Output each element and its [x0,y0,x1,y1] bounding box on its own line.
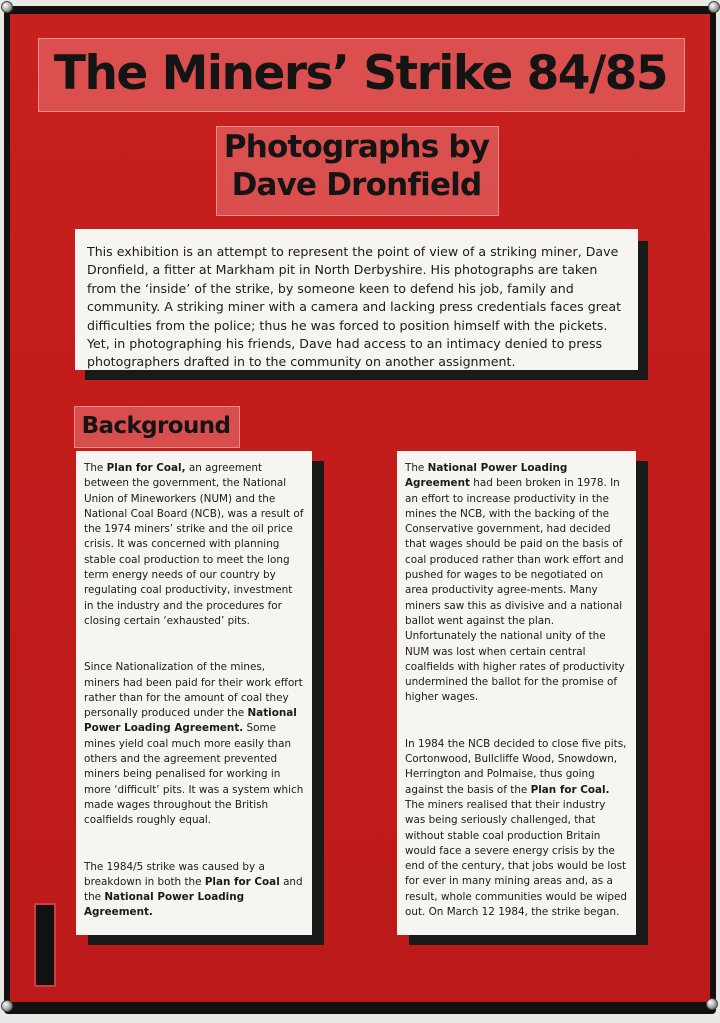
paragraph [405,461,628,706]
decorative-black-bar [34,903,56,987]
subtitle-line: Dave Dronfield [231,167,482,203]
background-heading: Background [81,413,231,439]
bold-term: National Power Loading Agreement. [84,891,245,919]
text-run: The 1984/5 strike was caused by a breakdown in both the [84,860,265,888]
paragraph [84,461,304,629]
text-run: The [84,462,107,474]
corner-screw-icon [708,1,720,13]
text-run: an agreement between the government, the National Union of Mineworkers (NUM) and the National Coal Board (NCB), was a result of the 1974 miners’ strike and the oil price crisis. It was concerned with planning stable coal production to meet the long term energy needs of our country by regulating coal productivity, investment in the industry and the procedures for closing certain ‘exhausted’ pits. [84,462,304,627]
text-run: Since Nationalization of the mines, miners had been paid for their work effort rather than for the amount of coal they personally produced under the [84,661,303,720]
poster-title: The Miners’ Strike 84/85 [53,46,668,101]
corner-screw-icon [1,1,13,13]
paragraph [84,860,304,921]
left-column-card [76,451,312,935]
bold-term: Plan for Coal, [106,462,186,474]
paragraph [84,660,304,828]
corner-screw-icon [1,1000,13,1012]
bold-term: National Power Loading Agreement. [84,707,297,735]
subtitle-line: Photographs by [223,129,490,165]
text-run: The miners realised that their industry was being seriously challenged, that without stable coal production Britain would face a severe energy crisis by the end of the century, that jobs would be lost for ever in many mining areas and, as a result, whole communities would be wiped out. On March 12 1984, the strike began. [405,798,627,919]
paragraph [405,737,628,921]
right-column-card [397,451,636,935]
intro-card [75,229,638,370]
corner-screw-icon [706,998,718,1010]
poster-subtitle [216,128,497,204]
text-run: Some mines yield coal much more easily than others and the agreement prevented miners being penalised for working in more ‘difficult’ pits. It was a system which made wages throughout the British coalfields roughly equal. [84,722,304,827]
text-run: and the [84,875,303,904]
text-run: The [405,462,428,474]
bold-term: Plan for Coal. [530,783,610,796]
text-run: had been broken in 1978. In an effort to increase productivity in the mines the NCB, with the backing of the Conservative government, had decided that wages should be paid on the basis of coal produced rather than work effort and pushed for wages to be negotiated on area productivity agree-ments. Many miners saw this as divisive and a national ballot went against the plan. Unfortunately the national unity of the NUM was lost when certain central coalfields with higher rates of productivity undermined the ballot for the promise of higher wages. [405,477,625,704]
bold-term: National Power Loading Agreement [405,462,568,490]
intro-text: This exhibition is an attempt to represent the point of view of a striking miner, Dave Dronfield, a fitter at Markham pit in North Derbyshire. His photographs are taken from the ‘inside’ of the strike, by someone keen to defend his job, family and community. A striking miner with a camera and lacking press credentials faces great difficulties from the police; thus he was forced to position himself with the pickets. Yet, in photographing his friends, Dave had access to an intimacy denied to press photographers drafted in to the community on another assignment. [87,244,622,370]
text-run: In 1984 the NCB decided to close five pits, Cortonwood, Bullcliffe Wood, Snowdown, Herrington and Polmaise, thus going against the basis of the [405,737,627,796]
bold-term: Plan for Coal [204,875,280,888]
